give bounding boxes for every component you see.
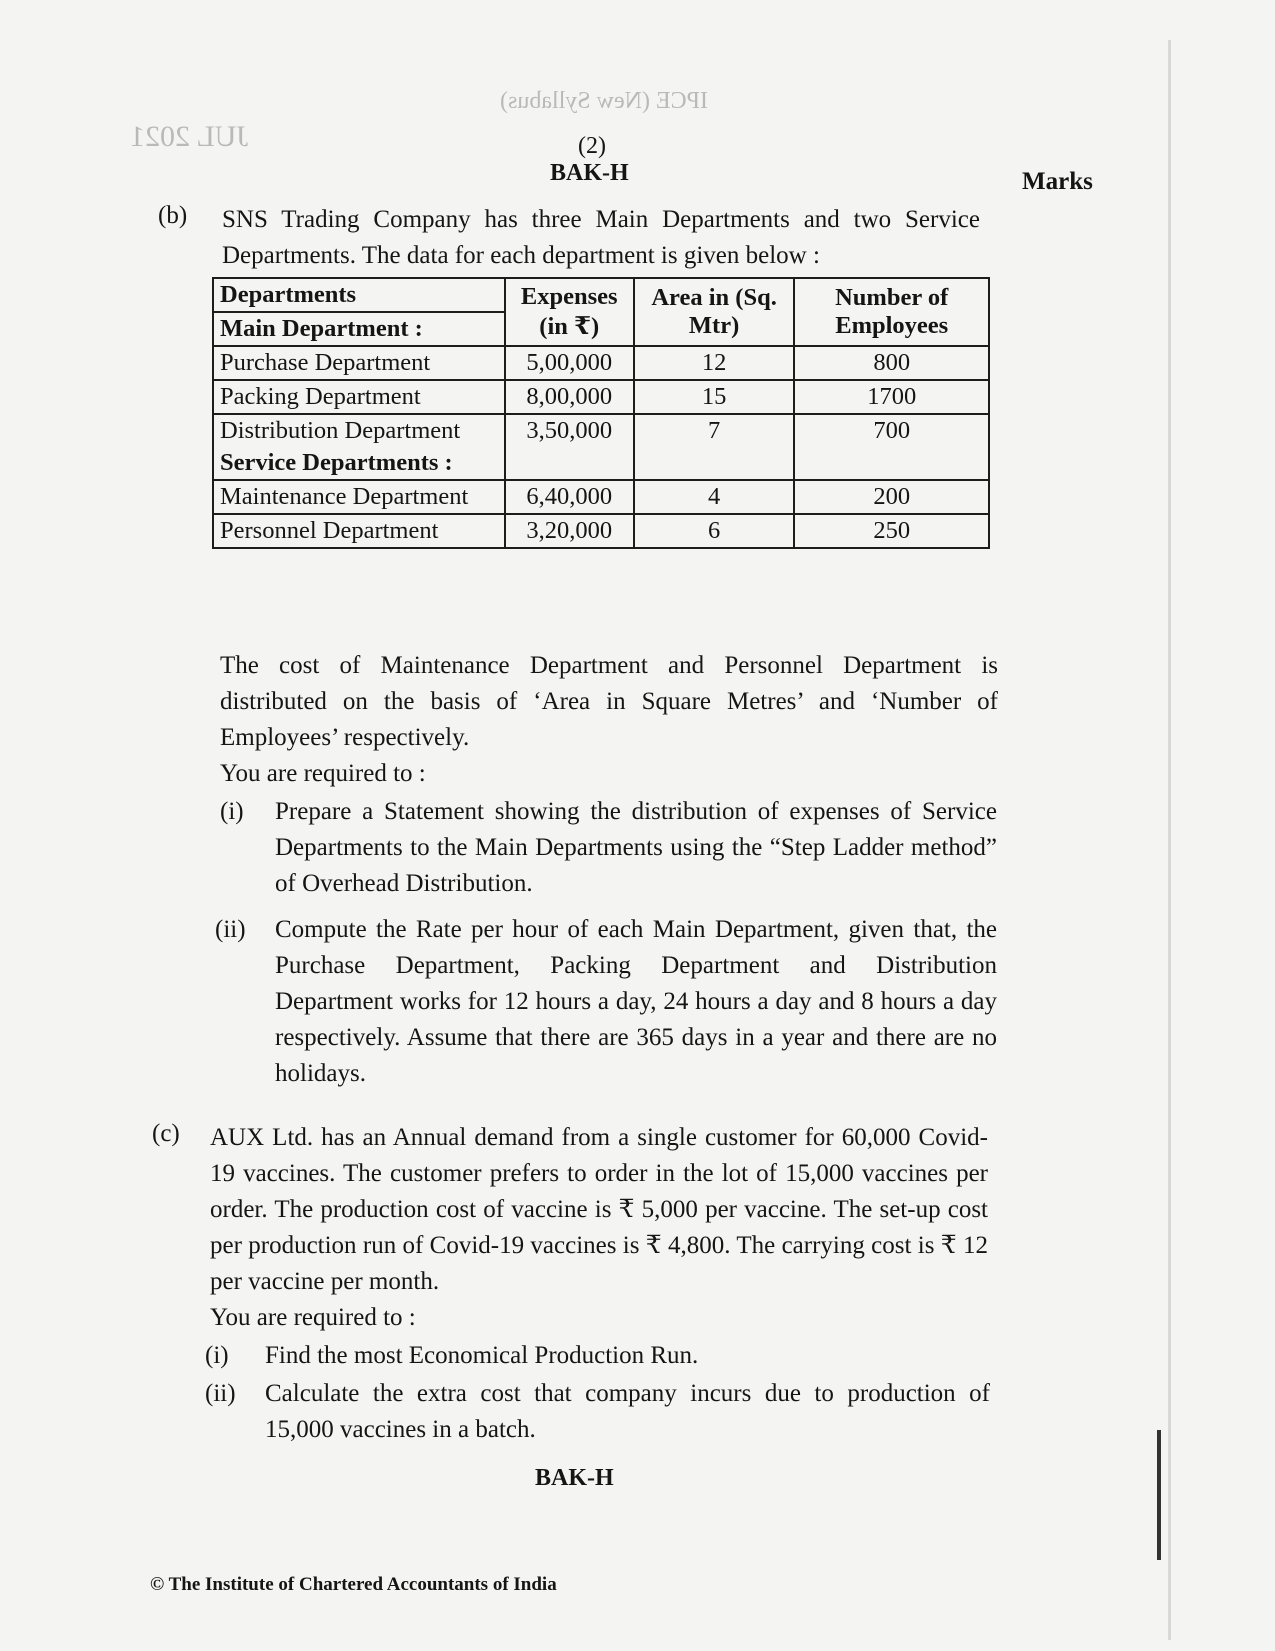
page-number: (2) [578, 133, 606, 159]
section-b-item-i [220, 794, 1000, 904]
marks-column-label: Marks [1022, 168, 1093, 195]
table-row [213, 480, 989, 514]
department-employees: 200 [794, 480, 989, 514]
department-employees: 700 [794, 414, 989, 480]
item-text: Calculate the extra cost that company incurs due to production of 15,000 vaccines in a batch. [265, 1380, 990, 1443]
main-department-group-label: Main Department : [213, 312, 505, 346]
item-number: (i) [205, 1342, 229, 1369]
department-expenses: 8,00,000 [505, 380, 634, 414]
department-name: Purchase Department [213, 346, 505, 380]
item-text: Find the most Economical Production Run. [265, 1342, 699, 1369]
paper-code-header: BAK-H [550, 160, 629, 186]
table-row [213, 380, 989, 414]
department-name: Personnel Department [213, 514, 505, 548]
paper-code-footer: BAK-H [535, 1465, 614, 1491]
department-data-table [212, 277, 990, 549]
section-c-text: AUX Ltd. has an Annual demand from a single customer for 60,000 Covid-19 vaccines. The customer prefers to order in the lot of 15,000 vaccines per order. The production cost of vaccine is ₹ 5,000 per vaccine. The set-up cost per production run of Covid-19 vaccines is ₹ 4,800. The carrying cost is ₹ 12 per vaccine per month. [210, 1124, 988, 1295]
section-b-intro: SNS Trading Company has three Main Departments and two Service Departments. The data for each department is given below : [222, 206, 980, 269]
section-b-label: (b) [158, 202, 188, 229]
service-department-group-label: Service Departments : [213, 447, 505, 480]
table-row [213, 346, 989, 380]
department-expenses: 6,40,000 [505, 480, 634, 514]
department-employees: 800 [794, 346, 989, 380]
scan-artifact-line [1157, 1430, 1161, 1560]
section-c-label: (c) [152, 1120, 180, 1147]
item-text: Compute the Rate per hour of each Main Department, given that, the Purchase Department, Packing Department and Distribution Department works for 12 hours a day, 24 hours a day and 8 hours a day respectively. Assume that there are 365 days in a year and there are no holidays. [275, 916, 997, 1087]
department-expenses: 3,50,000 [505, 414, 634, 480]
header-departments: Departments [213, 278, 505, 312]
department-expenses: 5,00,000 [505, 346, 634, 380]
section-c-required: You are required to : [210, 1304, 416, 1331]
department-employees: 250 [794, 514, 989, 548]
copyright-notice: © The Institute of Chartered Accountants of India [150, 1574, 557, 1595]
bleed-through-artifact: IPCE (New Syllabus) [500, 88, 708, 114]
department-name: Distribution Department [213, 414, 505, 447]
section-c-item-ii [205, 1376, 990, 1448]
item-number: (ii) [215, 916, 246, 943]
header-employees: Number of Employees [794, 278, 989, 346]
department-area: 6 [634, 514, 795, 548]
section-b-item-ii [215, 912, 1000, 1092]
section-b-required: You are required to : [220, 760, 426, 787]
table-row [213, 414, 989, 447]
department-area: 7 [634, 414, 795, 480]
department-name: Packing Department [213, 380, 505, 414]
department-area: 15 [634, 380, 795, 414]
department-area: 4 [634, 480, 795, 514]
department-name: Maintenance Department [213, 480, 505, 514]
table-row [213, 514, 989, 548]
department-area: 12 [634, 346, 795, 380]
header-expenses: Expenses (in ₹) [505, 278, 634, 346]
section-b-note: The cost of Maintenance Department and Personnel Department is distributed on the basis of ‘Area in Square Metres’ and ‘Number of Employees’ respectively. [220, 652, 998, 751]
bleed-through-artifact: JUL 2021 [130, 120, 249, 153]
item-text: Prepare a Statement showing the distribution of expenses of Service Departments to the Main Departments using the “Step Ladder method” of Overhead Distribution. [275, 798, 997, 897]
department-employees: 1700 [794, 380, 989, 414]
item-number: (ii) [205, 1380, 236, 1407]
item-number: (i) [220, 798, 244, 825]
section-c-item-i [205, 1338, 990, 1374]
scan-artifact-edge [1168, 40, 1171, 1640]
header-area: Area in (Sq. Mtr) [634, 278, 795, 346]
department-expenses: 3,20,000 [505, 514, 634, 548]
